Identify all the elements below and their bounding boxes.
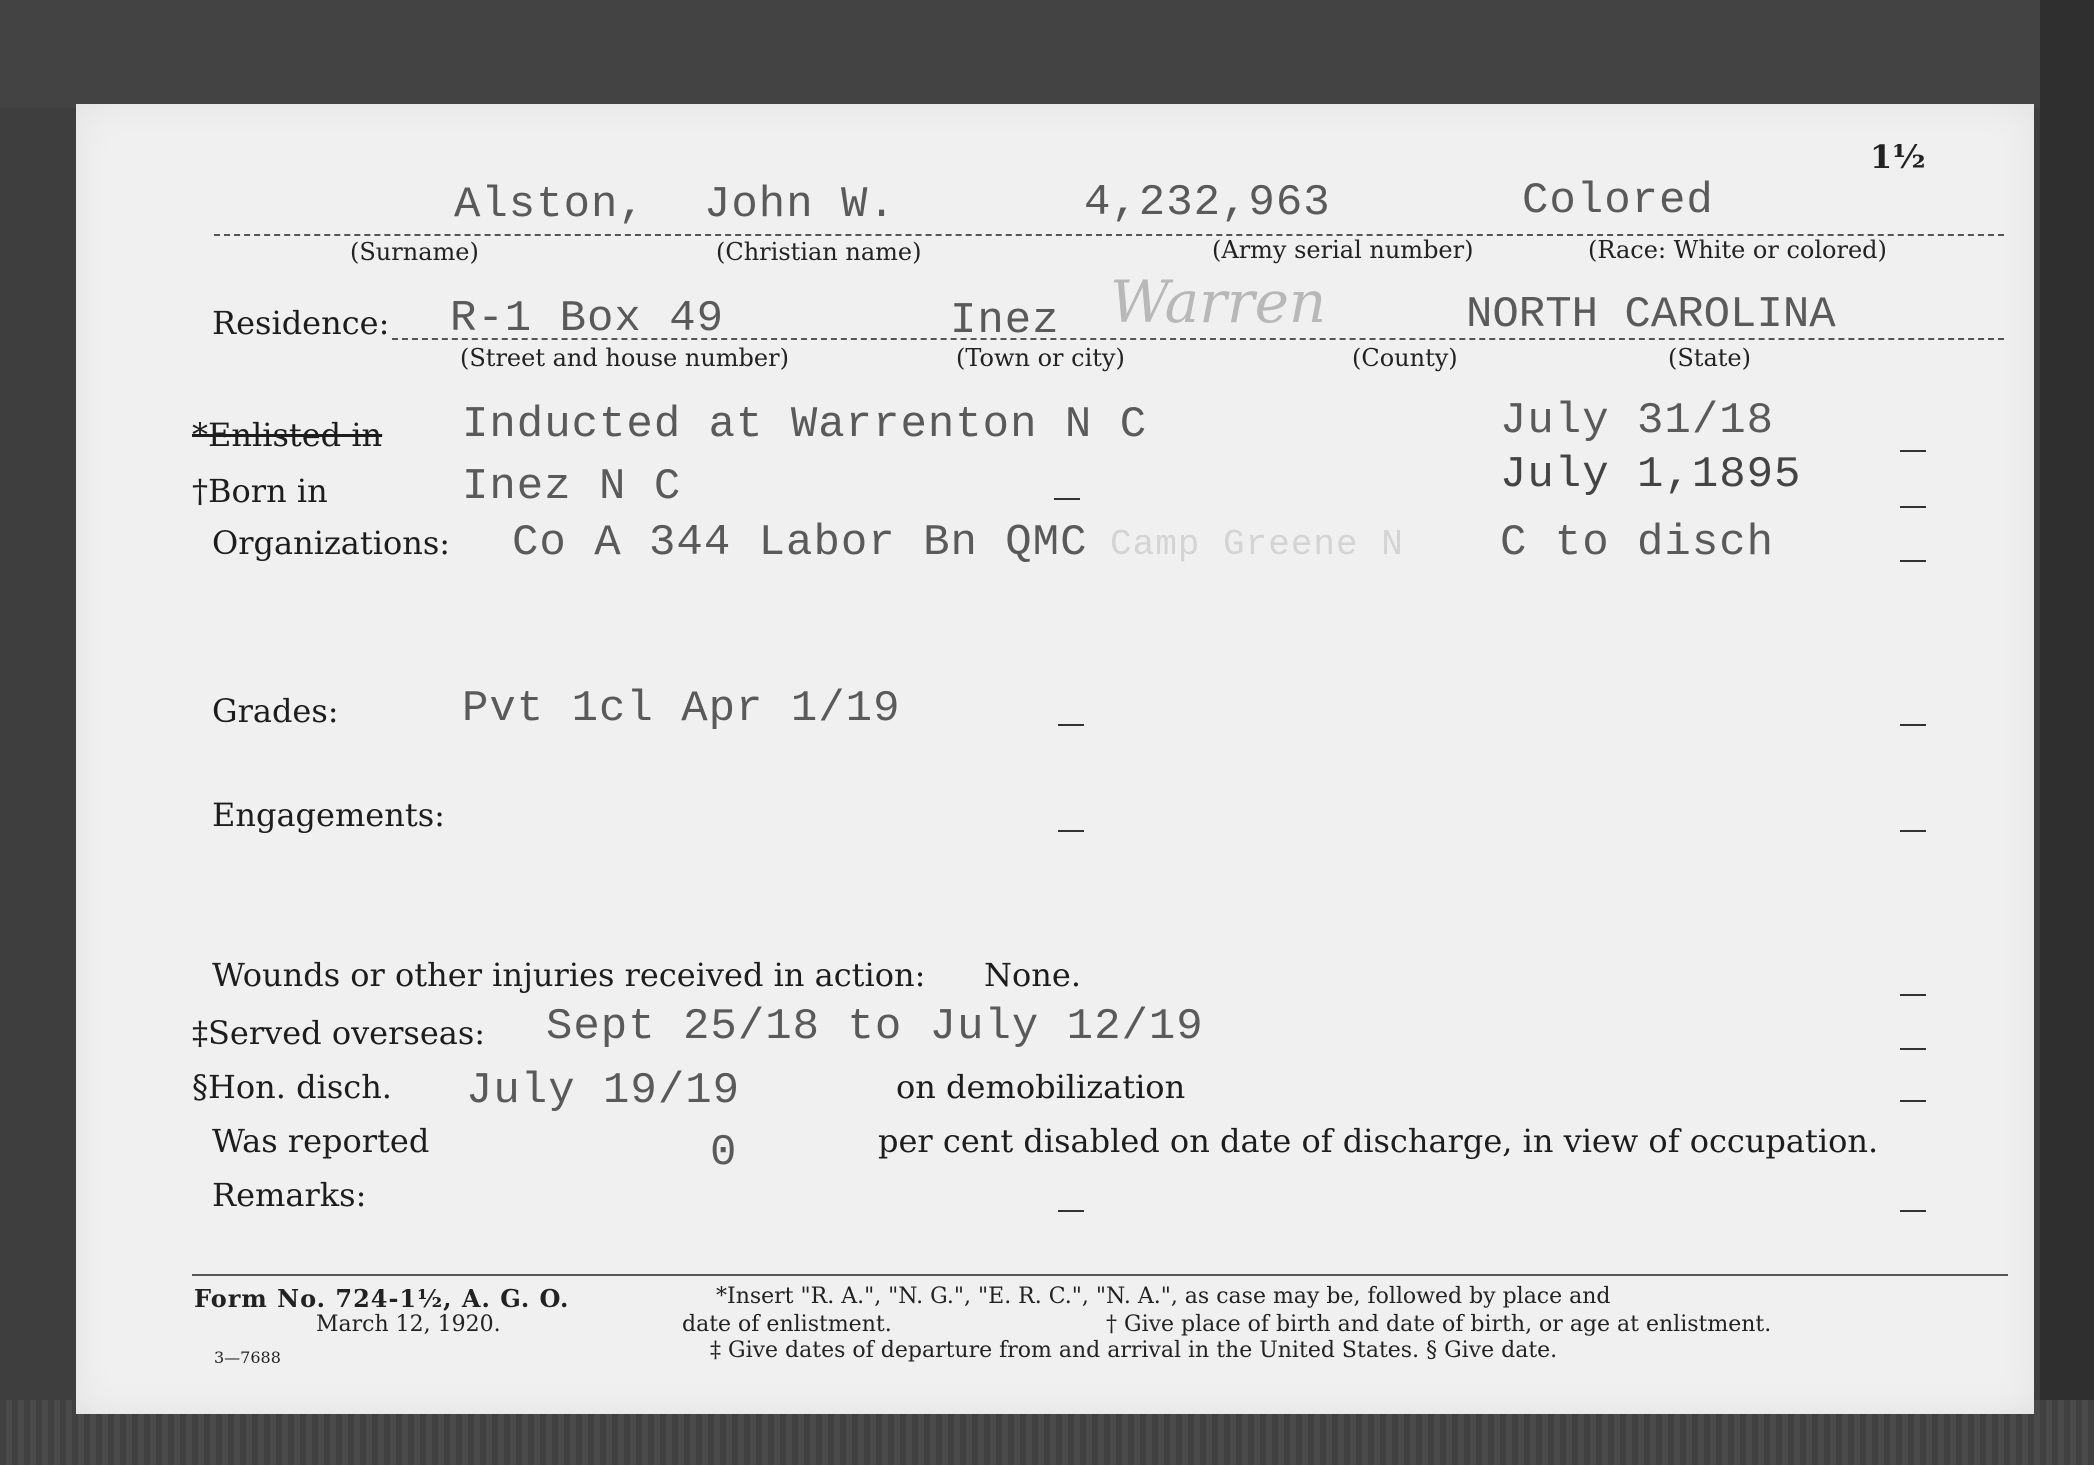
form-fraction: 1½ <box>1870 138 1926 176</box>
wounds-value: None. <box>984 956 1081 994</box>
footnote-line-2b: † Give place of birth and date of birth, or age at enlistment. <box>1106 1312 1772 1337</box>
county-caption: (County) <box>1352 344 1458 372</box>
residence-rule <box>392 338 2004 340</box>
grades-margin-mark <box>1900 724 1926 726</box>
residence-county-value: Warren <box>1110 268 1327 336</box>
discharge-value: July 19/19 <box>466 1066 741 1116</box>
engagements-mid-mark <box>1058 830 1084 832</box>
overseas-margin-mark <box>1900 1048 1926 1050</box>
born-margin-mark <box>1900 506 1926 508</box>
grades-value: Pvt 1cl Apr 1/19 <box>462 684 901 734</box>
remarks-margin-mark <box>1900 1210 1926 1212</box>
reported-note: per cent disabled on date of discharge, in view of occupation. <box>878 1122 1879 1160</box>
reported-label: Was reported <box>212 1122 430 1160</box>
residence-street-value: R-1 Box 49 <box>450 294 725 344</box>
surname-caption: (Surname) <box>350 238 479 266</box>
engagements-label: Engagements: <box>212 796 445 834</box>
overseas-label: ‡Served overseas: <box>192 1014 486 1052</box>
footnote-line-3: ‡ Give dates of departure from and arrival in the United States. § Give date. <box>710 1338 1558 1363</box>
footnote-line-2a: date of enlistment. <box>682 1312 892 1337</box>
organizations-value: Co A 344 Labor Bn QMC <box>512 518 1088 568</box>
organizations-faded: Camp Greene N <box>1110 524 1404 565</box>
overseas-value: Sept 25/18 to July 12/19 <box>546 1002 1204 1052</box>
grades-mid-mark <box>1058 724 1084 726</box>
born-mid-mark <box>1054 498 1080 500</box>
enlisted-label <box>192 416 382 454</box>
service-record-card <box>76 104 2034 1414</box>
street-caption: (Street and house number) <box>460 344 789 372</box>
discharge-margin-mark <box>1900 1100 1926 1102</box>
surname-value: Alston, <box>454 180 646 230</box>
christian-name-value: John W. <box>704 180 896 230</box>
race-caption: (Race: White or colored) <box>1588 236 1887 264</box>
organizations-tail: C to disch <box>1500 518 1775 568</box>
grades-label: Grades: <box>212 692 339 730</box>
residence-town-value: Inez <box>950 296 1060 346</box>
enlisted-margin-mark <box>1900 450 1926 452</box>
footnote-line-1: *Insert "R. A.", "N. G.", "E. R. C.", "N. A.", as case may be, followed by place and <box>716 1284 1611 1309</box>
remarks-mid-mark <box>1058 1210 1084 1212</box>
serial-number-caption: (Army serial number) <box>1212 236 1474 264</box>
enlisted-label-text: *Enlisted in <box>192 416 383 454</box>
residence-state-value: NORTH CAROLINA <box>1466 290 1836 340</box>
discharge-label: §Hon. disch. <box>192 1068 392 1106</box>
wounds-label: Wounds or other injuries received in action: <box>212 956 926 994</box>
form-date: March 12, 1920. <box>316 1312 501 1337</box>
organizations-label: Organizations: <box>212 524 451 562</box>
engagements-margin-mark <box>1900 830 1926 832</box>
race-value: Colored <box>1522 176 1714 226</box>
enlisted-value: Inducted at Warrenton N C <box>462 400 1148 450</box>
reported-value: 0 <box>710 1128 738 1178</box>
state-caption: (State) <box>1668 344 1751 372</box>
born-date: July 1,1895 <box>1500 450 1802 500</box>
serial-number-value: 4,232,963 <box>1084 178 1331 228</box>
town-caption: (Town or city) <box>956 344 1125 372</box>
print-code: 3—7688 <box>214 1348 281 1367</box>
born-label: †Born in <box>192 472 328 510</box>
form-number: Form No. 724-1½, A. G. O. <box>194 1284 570 1313</box>
wounds-margin-mark <box>1900 994 1926 996</box>
organizations-margin-mark <box>1900 560 1926 562</box>
footer-rule <box>192 1274 2008 1276</box>
scanner-background-top <box>0 0 2094 108</box>
christian-name-caption: (Christian name) <box>716 238 922 266</box>
remarks-label: Remarks: <box>212 1176 367 1214</box>
enlisted-date: July 31/18 <box>1500 396 1775 446</box>
residence-label: Residence: <box>212 304 390 342</box>
born-value: Inez N C <box>462 462 682 512</box>
scanner-background-right <box>2040 0 2094 1465</box>
discharge-note: on demobilization <box>896 1068 1186 1106</box>
